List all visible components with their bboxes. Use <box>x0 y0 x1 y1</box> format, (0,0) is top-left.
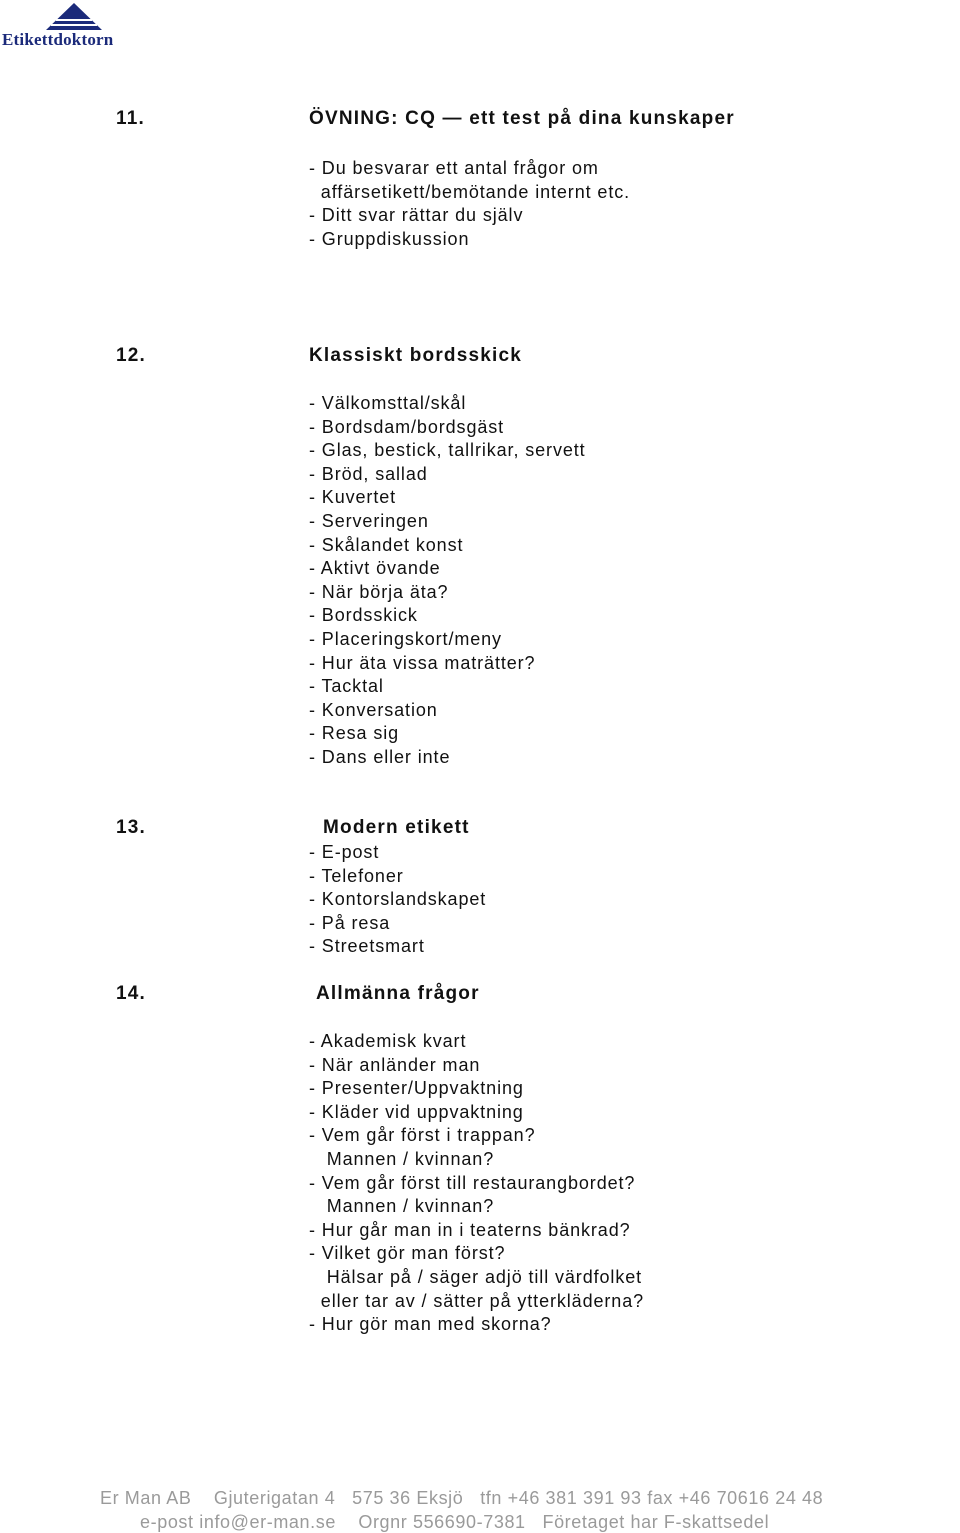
list-item: - Hur går man in i teaterns bänkrad? <box>309 1219 631 1240</box>
etikettdoktorn-logo <box>0 0 160 50</box>
section-list <box>309 1030 644 1337</box>
list-item: - Resa sig <box>309 723 400 744</box>
list-item: - Välkomsttal/skål <box>309 393 467 413</box>
list-item: - Gruppdiskussion <box>309 228 470 249</box>
list-item: - Aktivt övande <box>309 558 441 579</box>
list-item: affärsetikett/bemötande internt etc. <box>309 181 631 202</box>
list-item: - Presenter/Uppvaktning <box>309 1078 524 1099</box>
section-list <box>309 157 630 251</box>
section-list <box>309 841 486 959</box>
list-item: - Tacktal <box>309 676 384 697</box>
list-item: - Kontorslandskapet <box>309 889 487 910</box>
list-item: - På resa <box>309 912 391 933</box>
list-item: - Streetsmart <box>309 936 425 957</box>
list-item: - Placeringskort/meny <box>309 628 502 649</box>
section-number: 14. <box>116 983 147 1004</box>
list-item: - Bröd, sallad <box>309 463 428 484</box>
list-item: - Hur äta vissa maträtter? <box>309 652 536 673</box>
list-item: - Akademisk kvart <box>309 1031 467 1051</box>
list-item: - Glas, bestick, tallrikar, servett <box>309 440 586 461</box>
section-heading: ÖVNING: CQ — ett test på dina kunskaper <box>309 108 735 129</box>
list-item: - Hur gör man med skorna? <box>309 1314 552 1335</box>
logo-text: Etikettdoktorn <box>2 30 114 49</box>
list-item: - När börja äta? <box>309 581 449 602</box>
list-item: eller tar av / sätter på ytterkläderna? <box>309 1290 645 1311</box>
list-item: - Bordsskick <box>309 605 418 626</box>
section-number: 11. <box>116 108 145 129</box>
list-item: Mannen / kvinnan? <box>309 1196 495 1217</box>
section-heading: Klassiskt bordsskick <box>309 345 523 366</box>
list-item: Hälsar på / säger adjö till värdfolket <box>309 1266 643 1287</box>
section-list <box>309 392 586 770</box>
list-item: Mannen / kvinnan? <box>309 1148 495 1169</box>
list-item: - Vilket gör man först? <box>309 1243 506 1264</box>
list-item: - Kläder vid uppvaktning <box>309 1101 524 1122</box>
section-number: 12. <box>116 345 147 366</box>
list-item: - Ditt svar rättar du själv <box>309 205 524 226</box>
pyramid-logo-icon <box>44 2 104 32</box>
footer-contact-orgnr: e-post info@er-man.se Orgnr 556690-7381 Företaget har F-skattsedel <box>140 1512 770 1532</box>
section-number: 13. <box>116 817 147 838</box>
list-item: - Dans eller inte <box>309 746 451 767</box>
list-item: - Kuvertet <box>309 487 397 508</box>
footer-company-address: Er Man AB Gjuterigatan 4 575 36 Eksjö tfn +46 381 391 93 fax +46 70616 24 48 <box>100 1488 824 1508</box>
list-item: - Vem går först till restaurangbordet? <box>309 1172 636 1193</box>
list-item: - Telefoner <box>309 865 404 886</box>
section-heading: Allmänna frågor <box>316 983 480 1004</box>
list-item: - Serveringen <box>309 510 429 531</box>
list-item: - Du besvarar ett antal frågor om <box>309 158 599 178</box>
list-item: - E-post <box>309 842 380 862</box>
section-heading: Modern etikett <box>323 817 470 838</box>
list-item: - Konversation <box>309 699 438 720</box>
list-item: - Skålandet konst <box>309 534 464 555</box>
list-item: - Vem går först i trappan? <box>309 1125 536 1146</box>
list-item: - Bordsdam/bordsgäst <box>309 416 505 437</box>
list-item: - När anländer man <box>309 1054 481 1075</box>
